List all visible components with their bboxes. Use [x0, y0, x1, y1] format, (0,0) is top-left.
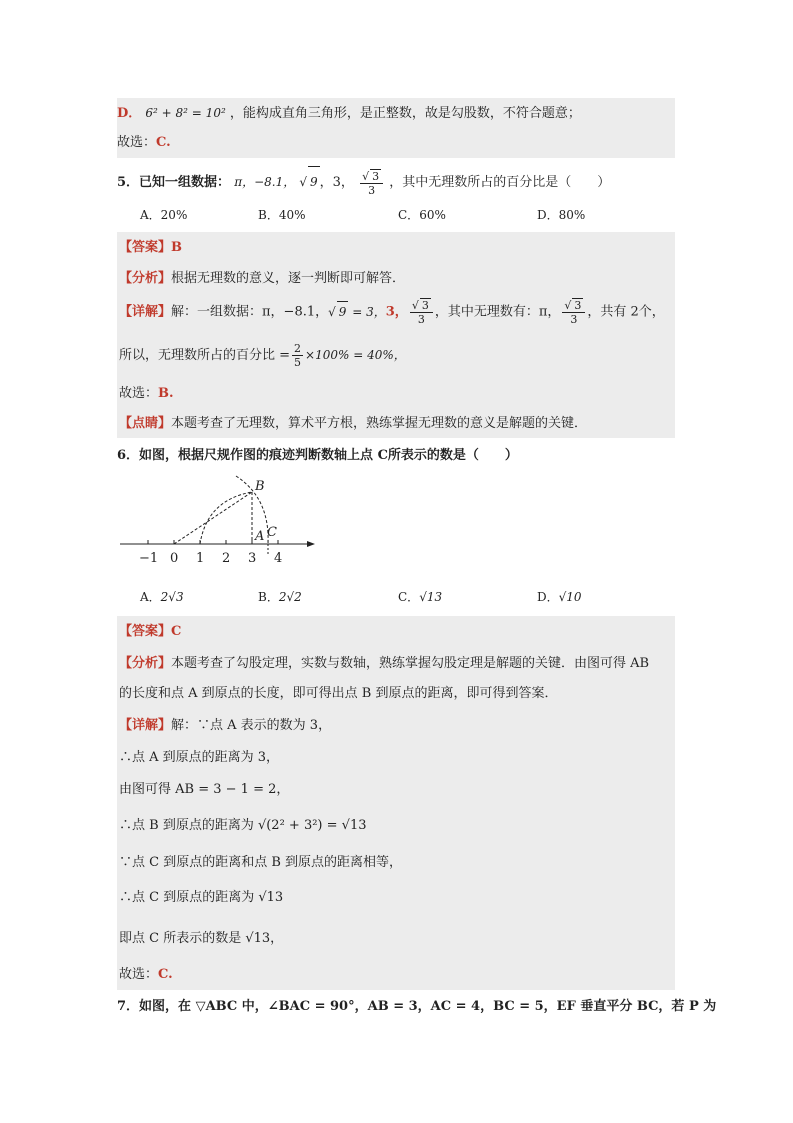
q5-frac-sqrt3-3: $\frac{√ 3}{3}$	[360, 169, 383, 197]
q4-choice: C.	[156, 135, 171, 150]
tick-label-3: 3	[248, 551, 257, 566]
label-c: C	[267, 525, 277, 540]
q4-d-expr: 6² + 8² = 10²	[145, 106, 226, 120]
q6-analysis-line-1: 【分析】本题考查了勾股定理，实数与数轴，熟练掌握勾股定理是解题的关键．由图可得 AB	[119, 656, 650, 671]
q6-stem: 6．如图，根据尺规作图的痕迹判断数轴上点 C所表示的数是（ ）	[117, 448, 518, 463]
q6-detail-step-4: ∴点 B 到原点的距离为 √(2² + 3²) = √13	[119, 818, 367, 833]
tick-label-neg1: −1	[139, 551, 159, 566]
q5-stem: 5．已知一组数据： π，−8.1， √ 9 ，3， $\frac{√ 3}{3}$ ，其中无理数所占的百分比是（ ）	[117, 166, 675, 200]
q7-stem: 7．如图，在 ▽ABC 中，∠BAC = 90°，AB = 3，AC = 4，BC = 5，EF 垂直平分 BC，若 P 为	[117, 999, 717, 1014]
q5-solution-block	[117, 232, 675, 438]
q6-detail-step-7: 即点 C 所表示的数是 √13，	[119, 931, 284, 946]
q4-choice-prefix: 故选：	[117, 135, 157, 150]
q6-analysis-line-2: 的长度和点 A 到原点的长度，即可得出点 B 到原点的距离，即可得到答案．	[119, 686, 558, 701]
q6-detail-step-6: ∴点 C 到原点的距离为 √13	[119, 890, 284, 905]
label-a: A	[255, 529, 265, 544]
q6-number-line-figure	[115, 470, 325, 575]
q6-option-d: D．√10	[537, 590, 582, 604]
tick-label-2: 2	[222, 551, 231, 566]
label-b: B	[255, 479, 265, 494]
q4-choice-line	[117, 128, 675, 158]
tick-label-4: 4	[274, 551, 283, 566]
q5-option-b: B．40%	[258, 208, 306, 222]
q4-option-d-line	[117, 98, 675, 128]
q5-option-a: A．20%	[140, 208, 188, 222]
q6-detail-step-1: 【详解】解：∵点 A 表示的数为 3，	[119, 718, 332, 733]
q4-d-label: D．	[117, 106, 142, 121]
q5-stem-suffix: ，其中无理数所占的百分比是（ ）	[389, 175, 611, 190]
q5-detail-line-2: 所以，无理数所占的百分比 = $\frac{2}{5}$ ×100% = 40%，	[119, 342, 406, 369]
tick-label-1: 1	[196, 551, 205, 566]
q6-detail-step-2: ∴点 A 到原点的距离为 3，	[119, 750, 280, 765]
arc-center-1	[200, 492, 252, 544]
q5-remark-line: 【点睛】本题考查了无理数，算术平方根，熟练掌握无理数的意义是解题的关键．	[119, 416, 588, 431]
q6-option-a: A．2√3	[140, 590, 184, 604]
q5-sqrt9: √ 9	[299, 175, 319, 189]
q4-d-text: ，能构成直角三角形，是正整数，故是勾股数，不符合题意；	[229, 106, 581, 121]
q5-stem-prefix: 5．已知一组数据：	[117, 175, 231, 190]
q6-option-c: C．√13	[398, 590, 443, 604]
segment-0-to-b	[174, 492, 252, 544]
q6-option-b: B．2√2	[258, 590, 302, 604]
q5-answer-line: 【答案】B	[119, 240, 183, 255]
q5-option-c: C．60%	[398, 208, 446, 222]
q6-answer-line: 【答案】C	[119, 624, 182, 639]
q5-option-d: D．80%	[537, 208, 586, 222]
tick-label-0: 0	[170, 551, 179, 566]
q5-stem-data: π，−8.1，	[234, 175, 296, 189]
q5-analysis-line: 【分析】根据无理数的意义，逐一判断即可解答．	[119, 271, 406, 286]
q5-detail-line-1: 【详解】解：一组数据：π，−8.1，√ 9 = 3，3， $\frac{√ 3}{3}$ ，其中无理数有：π， $\frac{√ 3}{3}$ ，共有 2个，	[119, 299, 665, 326]
q6-choice-line: 故选：C.	[119, 967, 173, 982]
q6-detail-step-3: 由图可得 AB = 3 − 1 = 2，	[119, 782, 290, 797]
q6-solution-block	[117, 616, 675, 990]
q5-choice-line: 故选：B.	[119, 386, 174, 401]
q6-detail-step-5: ∵点 C 到原点的距离和点 B 到原点的距离相等，	[119, 855, 403, 870]
